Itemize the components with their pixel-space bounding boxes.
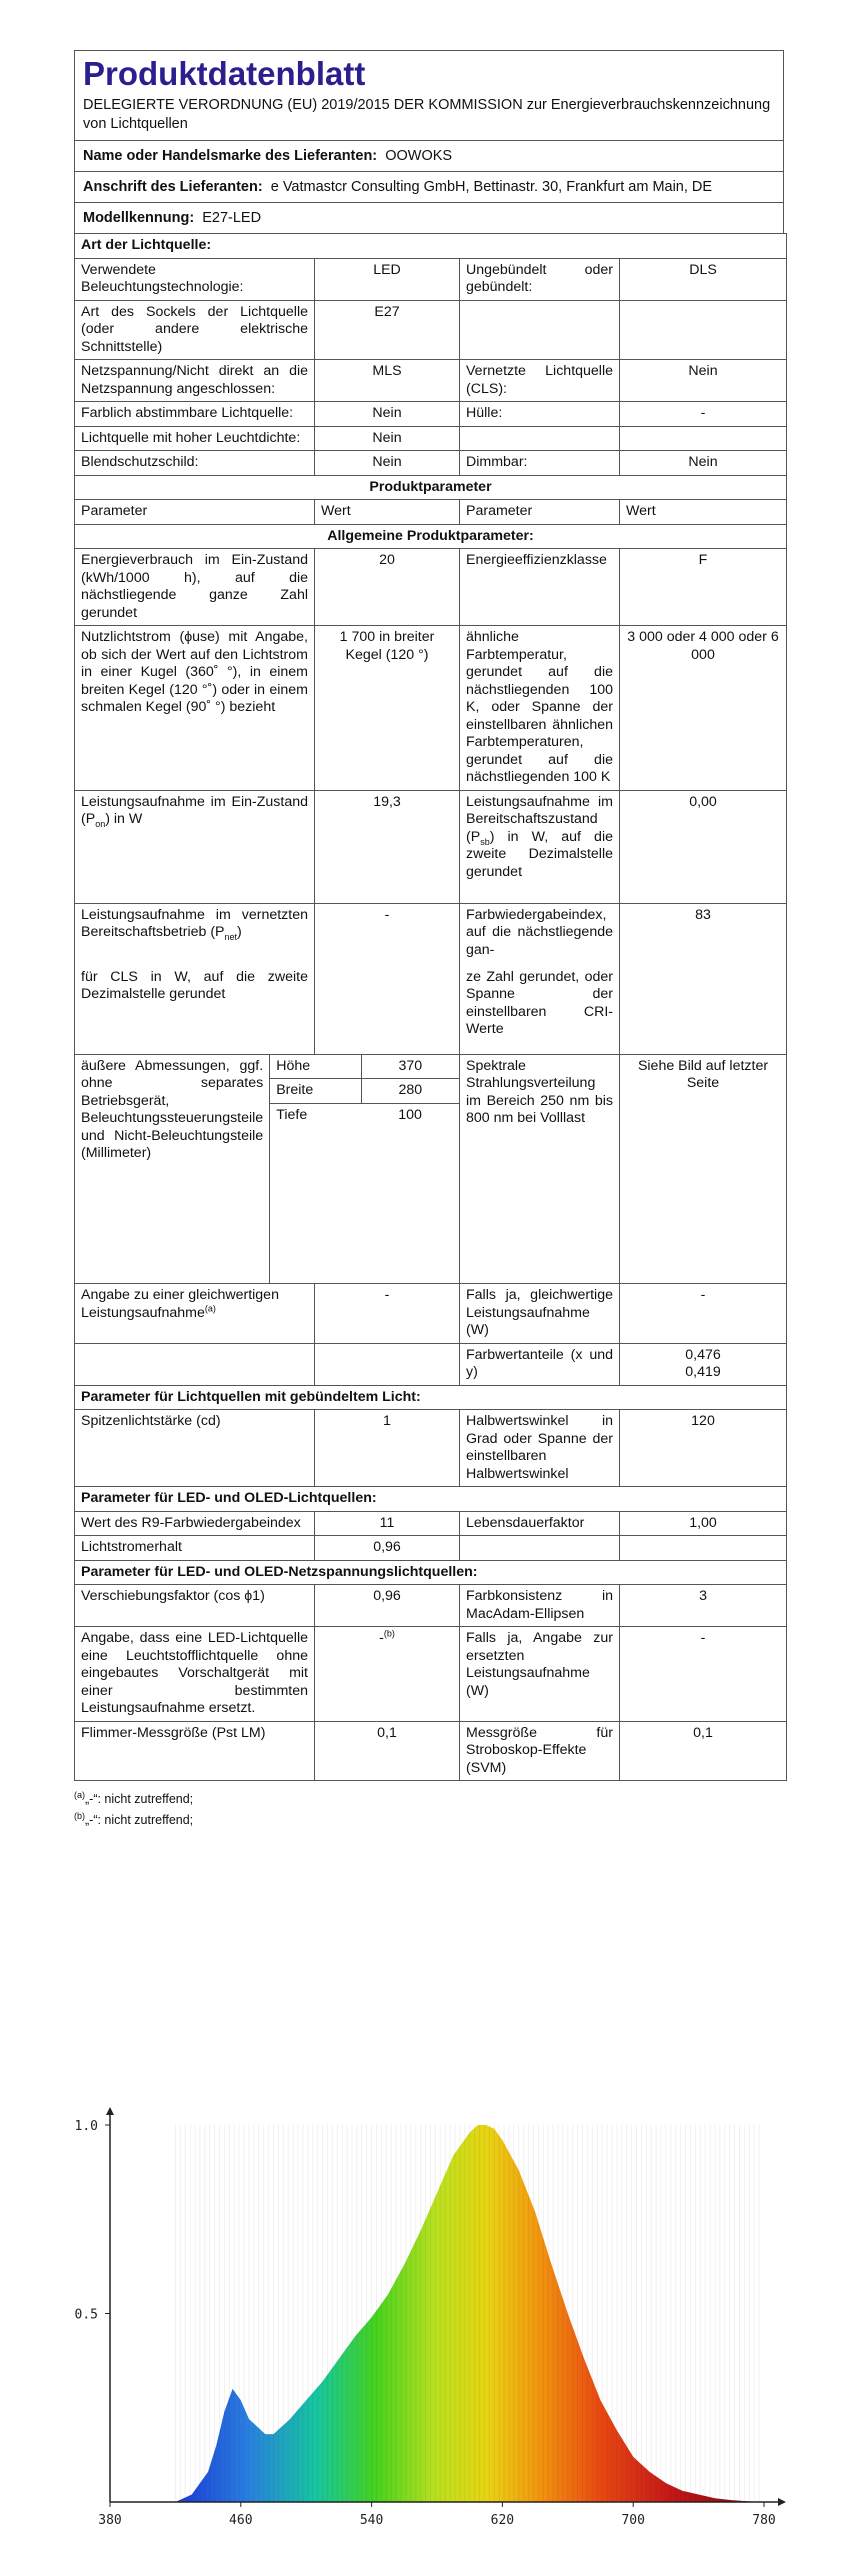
dim-depth-label: Tiefe	[276, 1106, 308, 1123]
dims-label: äußere Abmessungen, ggf. ohne separates Betriebsgerät, Beleuchtungssteuerungsteile und Nicht-Beleuchtungsteile (Millimeter)	[75, 1055, 270, 1284]
mains-value: MLS	[315, 360, 460, 402]
flicker-value: 0,1	[315, 1721, 460, 1781]
repl-value	[315, 1627, 460, 1722]
col-param-header: Parameter	[460, 500, 620, 525]
flux-label: Nutzlichtstrom (ϕuse) mit Angabe, ob sich der Wert auf den Lichtstrom in einer Kugel (360˚ °), in einem breiten Kegel (120 °˚) oder in einem schmalen Kegel (90˚ °) bezieht	[75, 626, 315, 791]
eon-value: 20	[315, 549, 460, 626]
hl-value: Nein	[315, 426, 460, 451]
page-title: Produktdatenblatt	[83, 55, 366, 92]
surv-value: 1,00	[620, 1511, 787, 1536]
empty-cell	[460, 300, 620, 360]
replw-label: Falls ja, Angabe zur ersetzten Leistungsaufnahme (W)	[460, 1627, 620, 1722]
hl-label: Lichtquelle mit hoher Leuchtdichte:	[75, 426, 315, 451]
empty-cell	[460, 426, 620, 451]
eq-footnote-mark: (a)	[204, 1302, 216, 1313]
chart-plot-area	[75, 2107, 786, 2528]
footnote-a-text: „-“: nicht zutreffend;	[85, 1792, 194, 1806]
psb-value: 0,00	[620, 790, 787, 903]
empty-cell	[620, 966, 787, 1055]
x-tick-label: 460	[229, 2513, 253, 2528]
colour-label: Farblich abstimmbare Lichtquelle:	[75, 402, 315, 427]
beam-label: Halbwertswinkel in Grad oder Spanne der einstellbaren Halbwertswinkel	[460, 1410, 620, 1487]
dim-height-value: 370	[361, 1055, 459, 1079]
cls-value: Nein	[620, 360, 787, 402]
pnet-label	[75, 903, 315, 966]
eq-value: -	[315, 1284, 460, 1344]
tech-value: LED	[315, 258, 460, 300]
empty-cell	[361, 1127, 459, 1283]
repl-value-text: -	[379, 1630, 384, 1646]
parameter-table	[74, 233, 787, 1781]
colour-value: Nein	[315, 402, 460, 427]
replw-value: -	[620, 1627, 787, 1722]
col-value-header: Wert	[315, 500, 460, 525]
chroma-value	[620, 1343, 787, 1385]
psb-label	[460, 790, 620, 903]
maint-value: 0,96	[315, 1536, 460, 1561]
dim-label: Dimmbar:	[460, 451, 620, 476]
chroma-label: Farbwertanteile (x und y)	[460, 1343, 620, 1385]
general-heading: Allgemeine Produktparameter:	[75, 524, 787, 549]
y-tick-label: 0.5	[74, 2307, 98, 2323]
params-heading: Produktparameter	[75, 475, 787, 500]
r9-label: Wert des R9-Farbwiedergabeindex	[75, 1511, 315, 1536]
beam-value: 120	[620, 1410, 787, 1487]
dim-value: Nein	[620, 451, 787, 476]
spd-label: Spektrale Strahlungsverteilung im Bereich 250 nm bis 800 nm bei Volllast	[460, 1054, 620, 1284]
empty-cell	[315, 966, 460, 1055]
peak-label: Spitzenlichtstärke (cd)	[75, 1410, 315, 1487]
dls-value: DLS	[620, 258, 787, 300]
cls-label: Vernetzte Lichtquelle (CLS):	[460, 360, 620, 402]
svm-value: 0,1	[620, 1721, 787, 1781]
eq-label	[75, 1284, 315, 1344]
mains-label: Netzspannung/Nicht direkt an die Netzspannung angeschlossen:	[75, 360, 315, 402]
peak-value: 1	[315, 1410, 460, 1487]
supplier-name-label: Name oder Handelsmarke des Lieferanten:	[83, 148, 378, 164]
eqw-value: -	[620, 1284, 787, 1344]
footnote-a	[74, 1789, 193, 1810]
x-tick-label: 540	[359, 2513, 384, 2528]
shield-value: Nein	[315, 451, 460, 476]
dims-table	[75, 1055, 459, 1284]
cri-value: 83	[620, 903, 787, 966]
col-param-header: Parameter	[75, 500, 315, 525]
pnet-label-text: )	[237, 924, 242, 940]
pf-label: Verschiebungsfaktor (cos ϕ1)	[75, 1585, 315, 1627]
empty-cell	[460, 1536, 620, 1561]
x-tick-label: 620	[490, 2513, 515, 2528]
cct-value: 3 000 oder 4 000 oder 6 000	[620, 626, 787, 791]
dim-width-label: Breite	[270, 1079, 361, 1104]
tech-label: Verwendete Beleuchtungstechnologie:	[75, 258, 315, 300]
cap-value: E27	[315, 300, 460, 360]
supplier-name-row	[74, 140, 784, 171]
psb-label-text: Leistungsaufnahme im Bereitschaftszustand (P	[466, 793, 613, 845]
eec-value: F	[620, 549, 787, 626]
pnet-value: -	[315, 903, 460, 966]
pon-label-text: ) in W	[105, 811, 143, 827]
empty-cell	[620, 1536, 787, 1561]
pon-subscript: on	[95, 818, 106, 829]
flux-value: 1 700 in breiter Kegel (120 °)	[315, 626, 460, 791]
y-tick-label: 1.0	[74, 2119, 98, 2134]
maint-label: Lichtstromerhalt	[75, 1536, 315, 1561]
r9-value: 11	[315, 1511, 460, 1536]
art-heading: Art der Lichtquelle:	[75, 234, 787, 259]
empty-cell	[620, 300, 787, 360]
empty-cell	[75, 1343, 315, 1385]
repl-footnote-mark: (b)	[383, 1628, 395, 1639]
empty-cell	[620, 426, 787, 451]
surv-label: Lebensdauerfaktor	[460, 1511, 620, 1536]
empty-cell	[315, 1343, 460, 1385]
chroma-y: 0,419	[685, 1364, 721, 1380]
pnet-subscript: net	[224, 931, 238, 942]
footnotes	[74, 1789, 193, 1831]
pnet-label-text: Leistungsaufnahme im vernetzten Bereitschaftsbetrieb (P	[81, 906, 308, 940]
led-heading: Parameter für LED- und OLED-Lichtquellen:	[75, 1487, 787, 1512]
footnote-a-mark: (a)	[74, 1789, 85, 1800]
model-label: Modellkennung:	[83, 210, 195, 226]
x-tick-label: 780	[752, 2513, 776, 2528]
mac-label: Farbkonsistenz in MacAdam-Ellipsen	[460, 1585, 620, 1627]
x-tick-label: 700	[621, 2513, 645, 2528]
datasheet	[74, 50, 784, 1781]
empty-cell	[270, 1127, 361, 1283]
cri-label-part2: ze Zahl gerundet, oder Spanne der einstellbaren CRI-Werte	[460, 966, 620, 1055]
spectral-distribution-chart	[30, 2095, 790, 2535]
model-row	[74, 202, 784, 233]
envelope-value: -	[620, 402, 787, 427]
svm-label: Messgröße für Stroboskop-Effekte (SVM)	[460, 1721, 620, 1781]
mac-value: 3	[620, 1585, 787, 1627]
y-axis-arrow	[106, 2107, 114, 2115]
pon-value: 19,3	[315, 790, 460, 903]
flicker-label: Flimmer-Messgröße (Pst LM)	[75, 1721, 315, 1781]
supplier-address-row	[74, 171, 784, 202]
model-value: E27-LED	[202, 210, 262, 226]
dls-label: Ungebündelt oder gebündelt:	[460, 258, 620, 300]
spd-value: Siehe Bild auf letzter Seite	[620, 1054, 787, 1284]
x-axis-arrow	[778, 2498, 786, 2506]
eqw-label: Falls ja, gleichwertige Leistungsaufnahme (W)	[460, 1284, 620, 1344]
psb-label-text: ) in W, auf die zweite Dezimalstelle gerundet	[466, 828, 613, 880]
supplier-address-value: e Vatmastcr Consulting GmbH, Bettinastr. 30, Frankfurt am Main, DE	[270, 179, 713, 195]
eq-label-text: Angabe zu einer gleichwertigen Leistungsaufnahme	[81, 1287, 279, 1321]
pon-label	[75, 790, 315, 903]
repl-label: Angabe, dass eine LED-Lichtquelle eine Leuchtstofflichtquelle ohne eingebautes Vorschaltgerät mit einer bestimmten Leistungsaufnahme ersetzt.	[75, 1627, 315, 1722]
chroma-x: 0,476	[685, 1346, 721, 1363]
dims-cell	[75, 1054, 460, 1284]
col-value-header: Wert	[620, 500, 787, 525]
psb-subscript: sb	[480, 836, 490, 847]
dls-heading: Parameter für Lichtquellen mit gebündeltem Licht:	[75, 1385, 787, 1410]
footnote-b-text: „-“: nicht zutreffend;	[85, 1813, 194, 1827]
pnet-label-part2: für CLS in W, auf die zweite Dezimalstelle gerundet	[75, 966, 315, 1055]
eec-label: Energieeffizienzklasse	[460, 549, 620, 626]
dim-height-label: Höhe	[270, 1055, 361, 1079]
pon-label-text: Leistungsaufnahme im Ein-Zustand (P	[81, 793, 308, 827]
pf-value: 0,96	[315, 1585, 460, 1627]
page-subtitle: DELEGIERTE VERORDNUNG (EU) 2019/2015 DER KOMMISSION zur Energieverbrauchskennzeichnung von Lichtquellen	[83, 97, 771, 132]
cct-label: ähnliche Farbtemperatur, gerundet auf die nächstliegenden 100 K, oder Spanne der einstellbaren ähnlichen Farbtemperaturen, gerundet auf die nächstliegenden 100 K	[460, 626, 620, 791]
header-block	[74, 50, 784, 140]
cri-label-part1: Farbwiedergabeindex, auf die nächstliegende gan-	[460, 903, 620, 966]
footnote-b-mark: (b)	[74, 1810, 85, 1821]
supplier-name-value: OOWOKS	[385, 148, 453, 164]
x-tick-label: 380	[98, 2513, 122, 2528]
eon-label: Energieverbrauch im Ein-Zustand (kWh/1000 h), auf die nächstliegende ganze Zahl gerundet	[75, 549, 315, 626]
mls-heading: Parameter für LED- und OLED-Netzspannungslichtquellen:	[75, 1560, 787, 1585]
dim-depth-value: 100	[398, 1106, 422, 1123]
dim-width-value: 280	[361, 1079, 459, 1104]
envelope-label: Hülle:	[460, 402, 620, 427]
cap-label: Art des Sockels der Lichtquelle (oder andere elektrische Schnittstelle)	[75, 300, 315, 360]
shield-label: Blendschutzschild:	[75, 451, 315, 476]
footnote-b	[74, 1810, 193, 1831]
supplier-address-label: Anschrift des Lieferanten:	[83, 179, 263, 195]
